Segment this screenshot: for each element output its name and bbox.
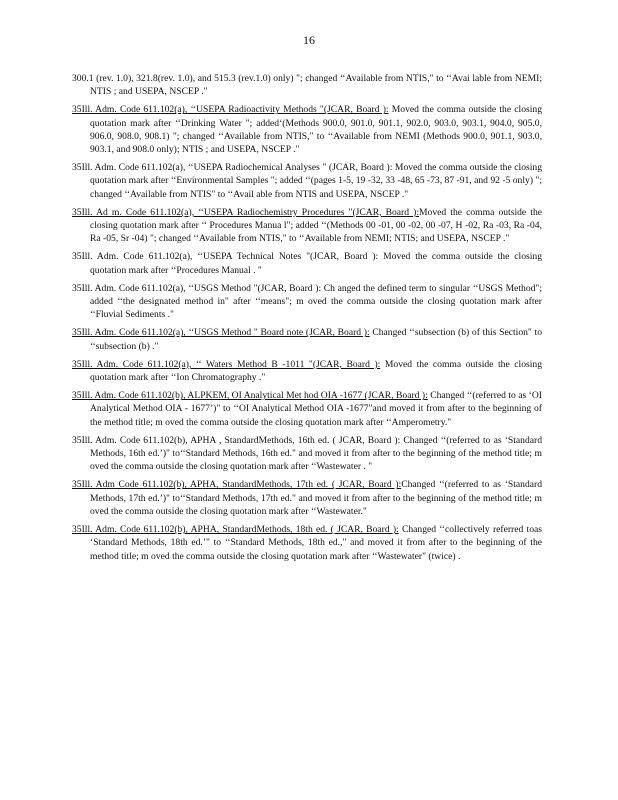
entry-text: Changed ‘‘(referred to as ‘Standard Methods, 17th ed.’)" to‘‘Standard Methods, 17th ed." and moved it from after to the beginning of the method title; m oved the comma outside the closing quotation mark after ‘‘Wastewater." (90, 479, 543, 517)
entry-text: Moved the comma outside the closing quotation mark after ‘‘ Procedures Manua l"; added ‘‘(Methods 00 -01, 00 -02, 00 -07, H -02, Ra -03, Ra -04, Ra -05, Sr -04) "; changed ‘‘Available from NTIS," to ‘‘Available from NEMI; NTIS; and USEPA, NSCEP ." (90, 206, 542, 245)
change-entry (72, 389, 542, 429)
entry-text: Changed ‘‘subsection (b) of this Section" to ‘‘subsection (b) ." (90, 327, 542, 352)
entry-citation: 35Ill. Adm. Code 611.102(b), APHA, StandardMethods, 18th ed. ( JCAR, Board ): (72, 524, 399, 536)
entry-citation: 35Ill. Ad m. Code 611.102(a), ‘‘USEPA Radiochemistry Procedures "(JCAR, Board ): (72, 206, 420, 218)
change-entry (72, 161, 542, 201)
change-entry (72, 523, 542, 563)
entry-text: Moved the comma outside the closing quotation mark after ‘‘Ion Chromatography ." (90, 358, 542, 384)
change-entry (72, 72, 542, 98)
change-entry (72, 358, 542, 384)
change-entry (72, 206, 542, 246)
page-number: 16 (303, 33, 315, 47)
entry-text: 35Ill. Adm. Code 611.102(a), ‘‘USGS Method "(JCAR, Board ): Ch anged the defined term to singular ‘‘USGS Method"; added ‘‘the designated method in" after ‘‘means"; m oved the comma outside the closing quotation mark after ‘‘Fluvial Sediments ." (72, 282, 542, 321)
entry-text: Changed ‘‘collectively referred toas ‘Standard Methods, 18th ed.’" to ‘‘Standard Methods, 18th ed.," and moved it from after to the beginning of the method title; m oved the comma outside the closing quotation mark after ‘‘Wastewater" (twice) . (90, 524, 542, 562)
change-entry (72, 326, 542, 352)
change-list (72, 72, 542, 568)
entry-text: Moved the comma outside the closing quotation mark after ‘‘Drinking Water "; added‘(Methods 900.0, 901.0, 901.1, 902.0, 903.0, 903.1, 904.0, 905.0, 906.0, 908.0, 908.1) "; changed ‘‘Available from NTIS," to ‘‘Available from NEMI (Methods 900.0, 901.1, 903.0, 903.1, and 908.0 only); NTIS ; and USEPA, NSCEP ." (90, 104, 542, 156)
entry-text: 35Ill. Adm. Code 611.102(a), ‘‘USEPA Technical Notes "(JCAR, Board ): Moved the comma outside the closing quotation mark after ‘‘Procedures Manual . " (72, 251, 542, 276)
entry-text: 35Ill. Adm. Code 611.102(b), APHA , StandardMethods, 16th ed. ( JCAR, Board ): Changed ‘‘(referred to as ‘Standard Methods, 16th ed.’)" to‘‘Standard Methods, 16th ed." and moved it from after to the beginning of the method title; m oved the comma outside the closing quotation mark after ‘‘Wastewater . " (72, 434, 542, 473)
entry-citation: 35Ill. Adm. Code 611.102(a), ‘‘ Waters Method B -1011 "(JCAR, Board ): (72, 358, 381, 370)
entry-citation: 35Ill. Adm Code 611.102(b), APHA, StandardMethods, 17th ed. ( JCAR, Board ): (72, 479, 402, 491)
change-entry (72, 478, 542, 518)
entry-text: 35Ill. Adm. Code 611.102(a), ‘‘USEPA Radiochemical Analyses " (JCAR, Board ): Moved the comma outside the closing quotation mark after ‘‘Environmental Samples "; added ‘‘(pages 1-5, 19 -32, 33 -48, 65 -73, 87 -91, and 92 -5 only) "; changed ‘‘Available from NTIS" to ‘‘Avail able from NTIS and USEPA, NSCEP ." (72, 162, 542, 200)
change-entry (72, 434, 542, 474)
change-entry (72, 282, 542, 322)
change-entry (72, 250, 542, 276)
entry-text: 300.1 (rev. 1.0), 321.8(rev. 1.0), and 515.3 (rev.1.0) only) "; changed ‘‘Available from NTIS," to ‘‘Avai lable from NEMI; NTIS ; and USEPA, NSCEP ." (72, 73, 542, 98)
entry-text: Changed ‘‘(referred to as ‘OI Analytical Method OIA - 1677’)" to ‘‘OI Analytical Method OIA -1677"and moved it from after to the beginning of the method title; m oved the comma outside the closing quotation mark after ‘‘Amperometry." (90, 390, 542, 428)
entry-citation: 35Ill. Adm. Code 611.102(a), ‘‘USGS Method " Board note (JCAR, Board ): (72, 327, 370, 339)
entry-citation: 35Ill. Adm. Code 611.102(b), ALPKEM, OI Analytical Met hod OIA -1677 (JCAR, Board ): (72, 390, 428, 402)
entry-citation: 35Ill. Adm. Code 611.102(a), ‘‘USEPA Radioactivity Methods "(JCAR, Board ): (72, 104, 389, 116)
change-entry (72, 103, 542, 156)
